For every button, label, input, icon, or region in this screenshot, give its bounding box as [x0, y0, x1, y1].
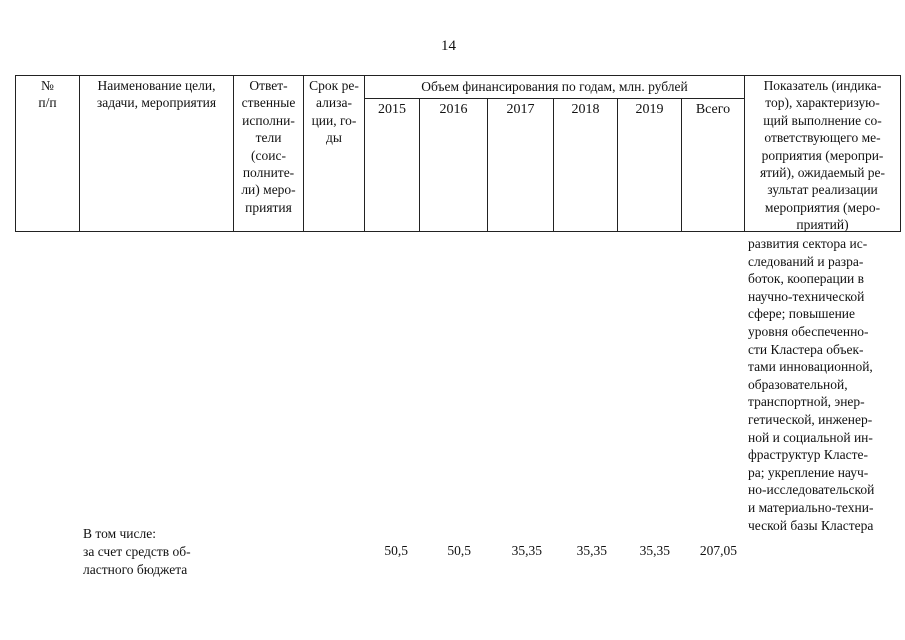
year-header-2019: 2019	[635, 102, 664, 117]
including-label: В том числе:	[83, 526, 156, 541]
year-header-2017: 2017	[506, 102, 535, 117]
header-number: № п/п	[38, 78, 57, 111]
indicator-text: развития сектора ис- следований и разра- боток, кооперации в научно-технической сфере; повышение уровня обеспеченно- сти Кластера объек- тами инновационной, образовательной, транспортной, энер- гетической, инженер- ной и социальной ин- фраструктур Класте- ра; укрепление науч- но-исследовательской и материально-техни- ческой базы Кластера	[748, 236, 875, 533]
header-executors: Ответ- ственные исполни- тели (соис- полните- ли) меро- приятия	[241, 78, 296, 215]
year-header-2018: 2018	[571, 102, 600, 117]
year-header-total: Всего	[695, 102, 731, 117]
value-2016: 50,5	[447, 543, 471, 558]
value-2017: 35,35	[511, 543, 542, 558]
row-label-regional-budget: за счет средств об- ластного бюджета	[83, 544, 191, 577]
page-number: 14	[441, 38, 456, 54]
value-2018: 35,35	[576, 543, 607, 558]
year-header-2015: 2015	[378, 102, 406, 117]
header-indicator: Показатель (индика- тор), характеризую- щий выполнение со- ответствующего ме- роприятия (меропри- ятий), ожидаемый ре- зультат реализации мероприятия (меро- приятий)	[759, 78, 886, 233]
value-2015: 50,5	[384, 543, 408, 558]
year-header-2016: 2016	[439, 102, 468, 117]
header-financing: Объем финансирования по годам, млн. рублей	[421, 79, 688, 94]
header-name: Наименование цели, задачи, мероприятия	[96, 78, 217, 111]
value-2019: 35,35	[639, 543, 670, 558]
header-term: Срок ре- ализа- ции, го- ды	[309, 78, 359, 146]
value-total: 207,05	[699, 543, 737, 558]
